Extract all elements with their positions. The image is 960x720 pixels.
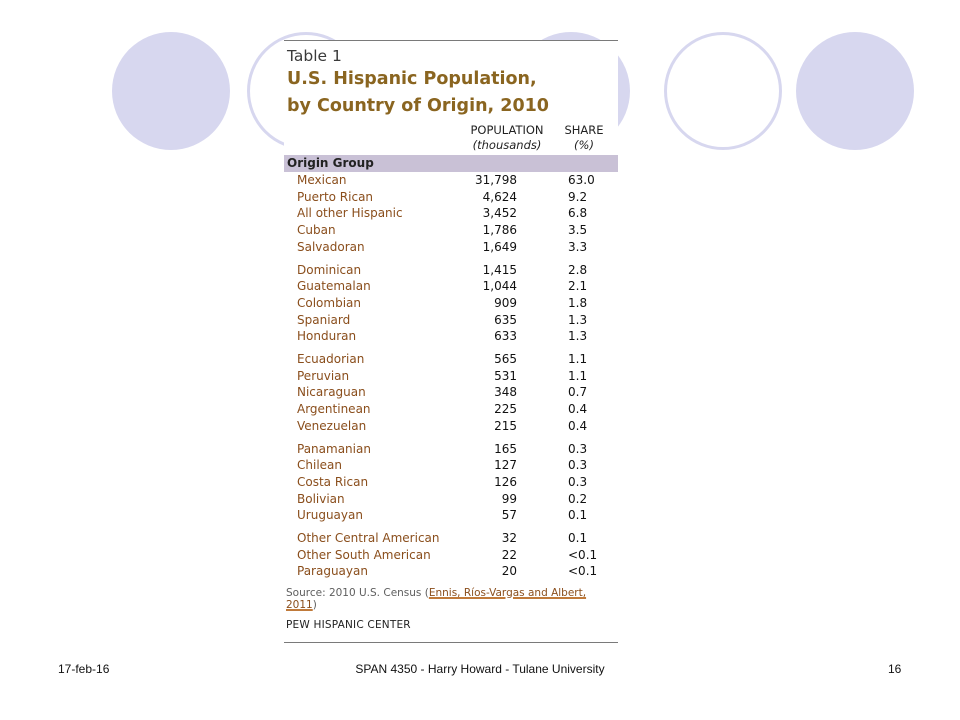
share-value: <0.1 [568,547,598,562]
origin-name: Cuban [297,223,336,238]
footer-course: SPAN 4350 - Harry Howard - Tulane University [355,662,605,676]
table-row [284,295,618,312]
share-value: 0.3 [568,458,588,473]
population-value: 215 [494,418,517,433]
table-row [284,384,618,401]
table-row [284,563,618,580]
population-value: 32 [501,531,517,545]
population-value: 909 [494,295,517,310]
population-value: 635 [494,312,517,327]
population-value: 3,452 [482,206,517,221]
population-value: 4,624 [482,189,517,204]
column-header-share: SHARE (%) [564,123,604,152]
origin-name: Dominican [297,262,362,277]
population-value: 22 [501,547,517,562]
origin-name: Other Central American [297,531,440,545]
origin-name: Puerto Rican [297,189,374,204]
origin-group-header: Origin Group [284,155,618,172]
footer-page-number: 16 [888,662,902,676]
footer-date: 17-feb-16 [58,662,110,676]
origin-name: Other South American [297,547,431,562]
origin-name: Mexican [297,173,347,187]
origin-name: Peruvian [297,368,350,383]
population-value: 1,044 [482,279,517,294]
population-value: 57 [501,508,517,523]
share-value: 3.3 [568,239,588,254]
origin-name: Argentinean [297,402,371,417]
table-row [284,418,618,435]
population-value: 225 [494,402,517,417]
decor-circle-5 [796,32,914,150]
origin-name: Bolivian [297,491,345,506]
population-value: 126 [494,474,517,489]
table-row [284,239,618,256]
share-value: 6.8 [568,206,588,221]
share-value: 2.1 [568,279,588,294]
table-row [284,222,618,239]
share-value: 0.3 [568,474,588,489]
table-row [284,262,618,279]
population-value: 565 [494,352,517,366]
table-title-line1: U.S. Hispanic Population, [287,69,537,89]
population-table [284,40,618,643]
share-value: 1.1 [568,352,588,366]
share-value: 1.1 [568,368,588,383]
table-row [284,351,618,368]
population-value: 1,786 [482,223,517,238]
population-value: 99 [501,491,517,506]
origin-name: Panamanian [297,441,371,456]
table-label: Table 1 [287,47,342,65]
population-value: 531 [494,368,517,383]
origin-name: Chilean [297,458,342,473]
publisher-name: PEW HISPANIC CENTER [286,619,411,631]
population-value: 20 [501,564,517,579]
share-value: 9.2 [568,189,588,204]
population-value: 633 [494,329,517,344]
share-value: 3.5 [568,223,588,238]
table-row [284,189,618,206]
share-value: 2.8 [568,262,588,277]
origin-name: Paraguayan [297,564,368,579]
share-value: <0.1 [568,564,598,579]
population-value: 348 [494,385,517,400]
table-row [284,457,618,474]
population-value: 1,649 [482,239,517,254]
source-note: Source: 2010 U.S. Census (Ennis, Ríos-Vargas and Albert, 2011) [286,587,587,611]
share-value: 1.8 [568,295,588,310]
table-row [284,205,618,222]
decor-circle-1 [112,32,230,150]
table-row [284,530,618,547]
table-row [284,507,618,524]
origin-name: Honduran [297,329,357,344]
origin-name: Costa Rican [297,474,369,489]
share-value: 0.4 [568,418,588,433]
table-row [284,401,618,418]
column-header-population: POPULATION (thousands) [470,123,544,152]
share-value: 0.1 [568,531,588,545]
population-value: 1,415 [482,262,517,277]
table-row [284,172,618,189]
origin-name: Spaniard [297,312,351,327]
origin-name: All other Hispanic [297,206,403,221]
population-value: 127 [494,458,517,473]
table-row [284,547,618,564]
origin-name: Ecuadorian [297,352,365,366]
origin-name: Guatemalan [297,279,371,294]
table-row [284,328,618,345]
share-value: 1.3 [568,329,588,344]
source-citation-link[interactable]: Ennis, Ríos-Vargas and Albert, 2011 [286,587,587,611]
table-row [284,278,618,295]
share-value: 1.3 [568,312,588,327]
decor-circle-4 [664,32,782,150]
table-row [284,441,618,458]
table-title-line2: by Country of Origin, 2010 [287,96,549,116]
table-row [284,474,618,491]
table-row [284,312,618,329]
table-row [284,368,618,385]
origin-name: Salvadoran [297,239,365,254]
table-row [284,491,618,508]
origin-name: Venezuelan [297,418,367,433]
origin-name: Nicaraguan [297,385,366,400]
share-value: 0.3 [568,441,588,456]
origin-name: Colombian [297,295,361,310]
population-value: 31,798 [475,173,517,187]
share-value: 0.2 [568,491,588,506]
share-value: 0.4 [568,402,588,417]
population-value: 165 [494,441,517,456]
share-value: 63.0 [568,173,595,187]
origin-name: Uruguayan [297,508,363,523]
share-value: 0.7 [568,385,588,400]
share-value: 0.1 [568,508,588,523]
